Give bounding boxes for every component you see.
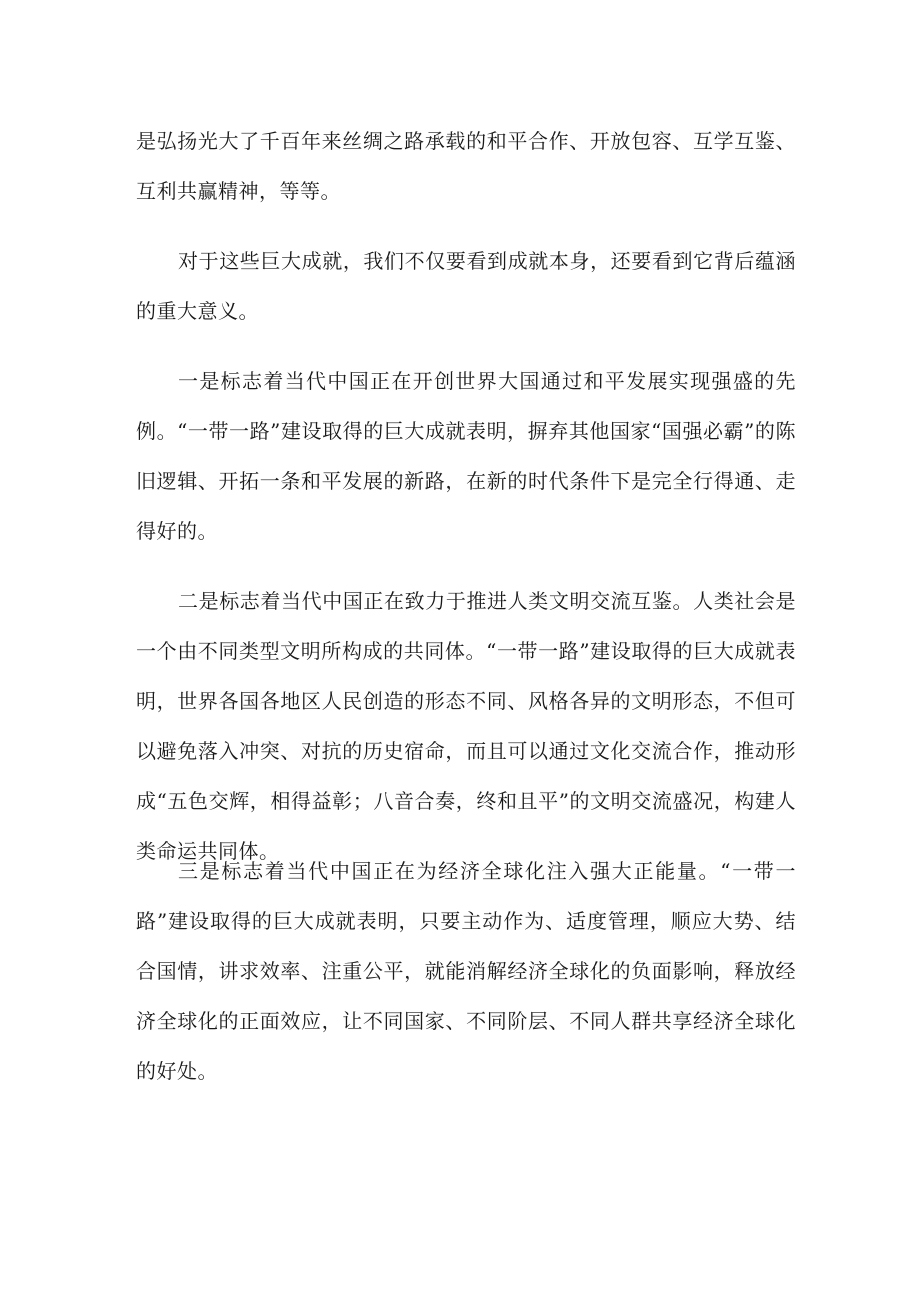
paragraph-continuation: 是弘扬光大了千百年来丝绸之路承载的和平合作、开放包容、互学互鉴、互利共赢精神，等等。 <box>136 129 796 203</box>
paragraph-point-three: 三是标志着当代中国正在为经济全球化注入强大正能量。“一带一路”建设取得的巨大成就表明，只要主动作为、适度管理，顺应大势、结合国情，讲求效率、注重公平，就能消解经济全球化的负面影响，释放经济全球化的正面效应，让不同国家、不同阶层、不同人群共享经济全球化的好处。 <box>136 859 796 1083</box>
paragraph-point-one: 一是标志着当代中国正在开创世界大国通过和平发展实现强盛的先例。“一带一路”建设取得的巨大成就表明，摒弃其他国家“国强必霸”的陈旧逻辑、开拓一条和平发展的新路，在新的时代条件下是完全行得通、走得好的。 <box>136 369 796 543</box>
paragraph-point-two: 二是标志着当代中国正在致力于推进人类文明交流互鉴。人类社会是一个由不同类型文明所构成的共同体。“一带一路”建设取得的巨大成就表明，世界各国各地区人民创造的形态不同、风格各异的文明形态，不但可以避免落入冲突、对抗的历史宿命，而且可以通过文化交流合作，推动形成“五色交辉，相得益彰；八音合奏，终和且平”的文明交流盛况，构建人类命运共同体。 <box>136 589 796 863</box>
paragraph-significance-intro: 对于这些巨大成就，我们不仅要看到成就本身，还要看到它背后蕴涵的重大意义。 <box>136 249 796 323</box>
